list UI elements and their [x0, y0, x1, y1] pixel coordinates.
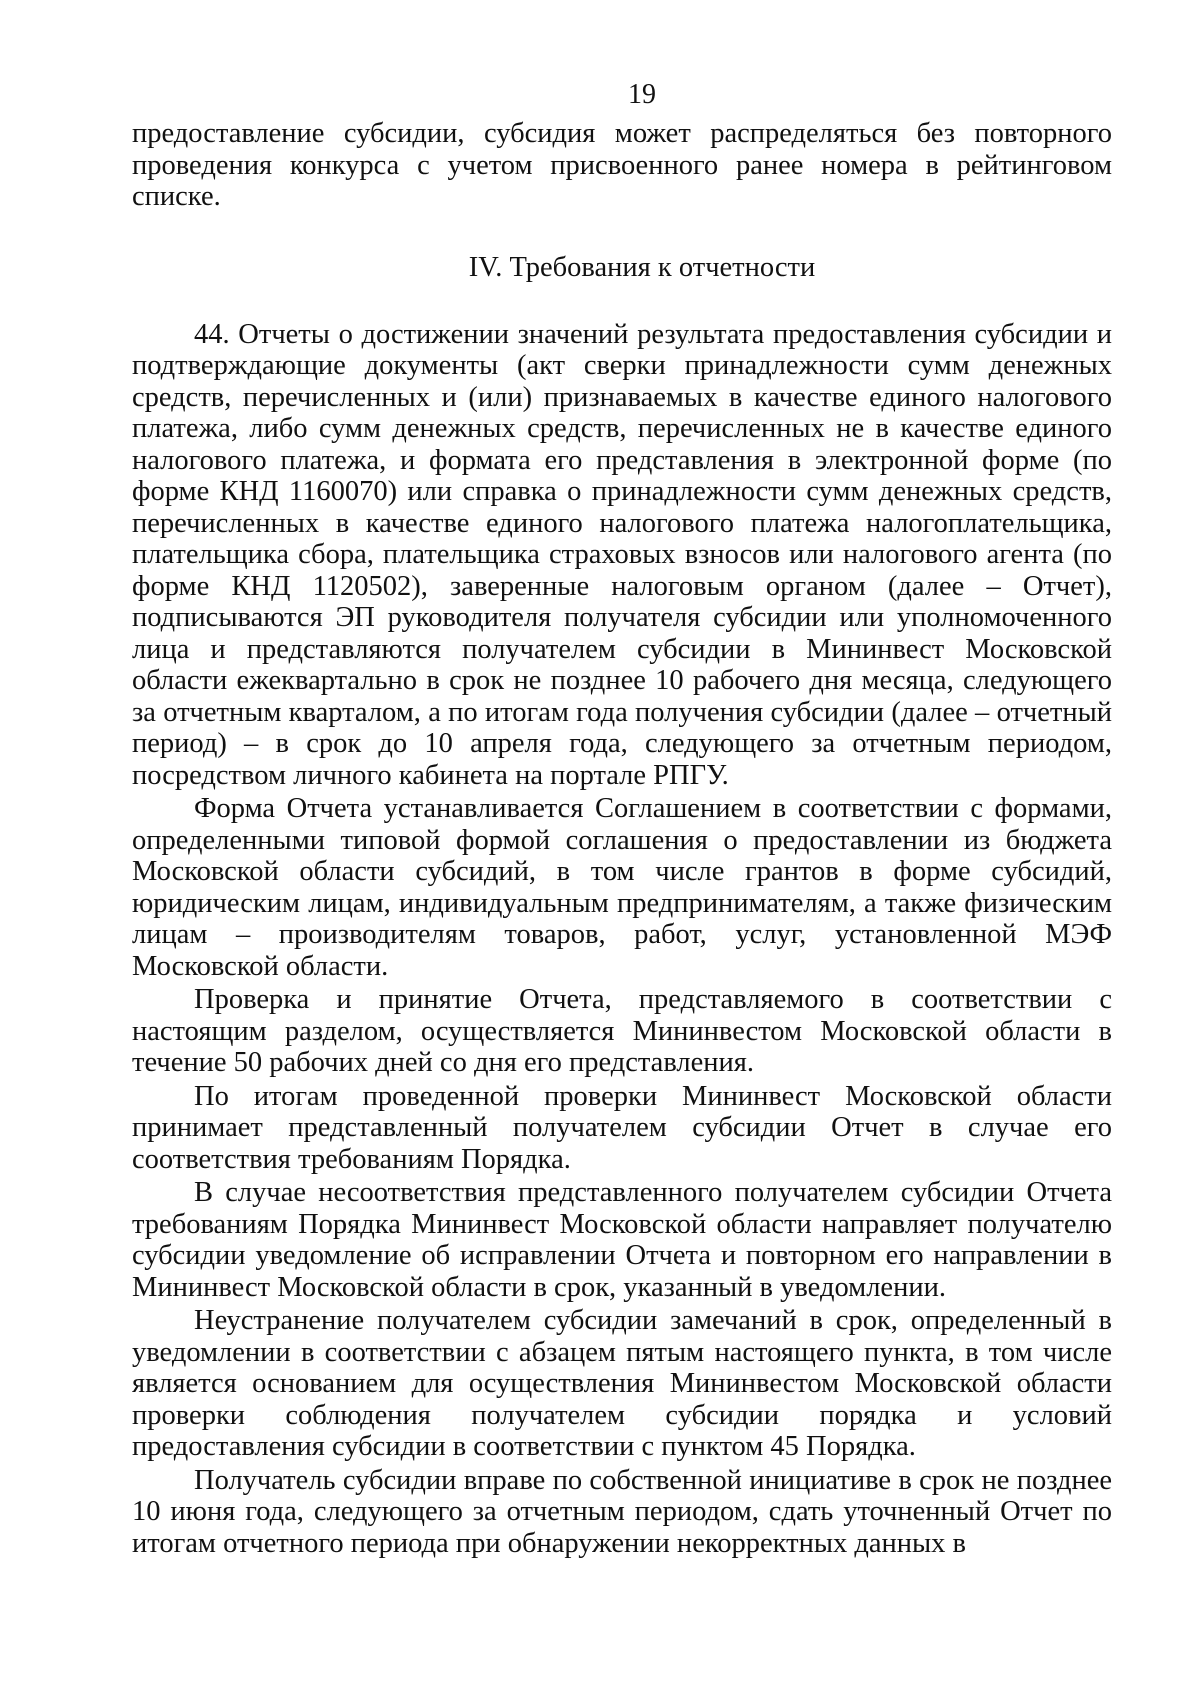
paragraph-report-check: Проверка и принятие Отчета, представляемого в соответствии с настоящим разделом, осуществляется Мининвестом Московской области в течение 50 рабочих дней со дня его представления.: [132, 984, 1112, 1078]
paragraph-check-results: По итогам проведенной проверки Мининвест Московской области принимает представленный получателем субсидии Отчет в случае его соответствия требованиям Порядка.: [132, 1080, 1112, 1175]
page-number: 19: [628, 79, 656, 110]
paragraph-updated-report: Получатель субсидии вправе по собственной инициативе в срок не позднее 10 июня года, следующего за отчетным периодом, сдать уточненный Отчет по итогам отчетного периода при обнаружении некорректных данных в: [132, 1464, 1112, 1559]
paragraph-report-form: Форма Отчета устанавливается Соглашением в соответствии с формами, определенными типовой формой соглашения о предоставлении из бюджета Московской области субсидий, в том числе грантов в форме субсидий, юридическим лицам, индивидуальным предпринимателям, а также физическим лицам – производителям товаров, работ, услуг, установленной МЭФ Московской области.: [132, 793, 1112, 982]
paragraph-non-elimination: Неустранение получателем субсидии замечаний в срок, определенный в уведомлении в соответствии с абзацем пятым настоящего пункта, в том числе является основанием для осуществления Мининвестом Московской области проверки соблюдения получателем субсидии порядка и условий предоставления субсидии в соответствии с пунктом 45 Порядка.: [132, 1305, 1112, 1462]
intro-paragraph: предоставление субсидии, субсидия может распределяться без повторного проведения конкурса с учетом присвоенного ранее номера в рейтинговом списке.: [132, 118, 1112, 212]
section-heading: IV. Требования к отчетности: [468, 251, 816, 283]
paragraph-nonconformity: В случае несоответствия представленного получателем субсидии Отчета требованиям Порядка Мининвест Московской области направляет получателю субсидии уведомление об исправлении Отчета и повторном его направлении в Мининвест Московской области в срок, указанный в уведомлении.: [132, 1177, 1112, 1303]
document-body: [132, 118, 1112, 1559]
paragraph-44: 44. Отчеты о достижении значений результата предоставления субсидии и подтверждающие документы (акт сверки принадлежности сумм денежных средств, перечисленных и (или) признаваемых в качестве единого налогового платежа, либо сумм денежных средств, перечисленных не в качестве единого налогового платежа, и формата его представления в электронной форме (по форме КНД 1160070) или справка о принадлежности сумм денежных средств, перечисленных в качестве единого налогового платежа налогоплательщика, плательщика сбора, плательщика страховых взносов или налогового агента (по форме КНД 1120502), заверенные налоговым органом (далее – Отчет), подписываются ЭП руководителя получателя субсидии или уполномоченного лица и представляются получателем субсидии в Мининвест Московской области ежеквартально в срок не позднее 10 рабочего дня месяца, следующего за отчетным кварталом, а по итогам года получения субсидии (далее – отчетный период) – в срок до 10 апреля года, следующего за отчетным периодом, посредством личного кабинета на портале РПГУ.: [132, 318, 1112, 791]
